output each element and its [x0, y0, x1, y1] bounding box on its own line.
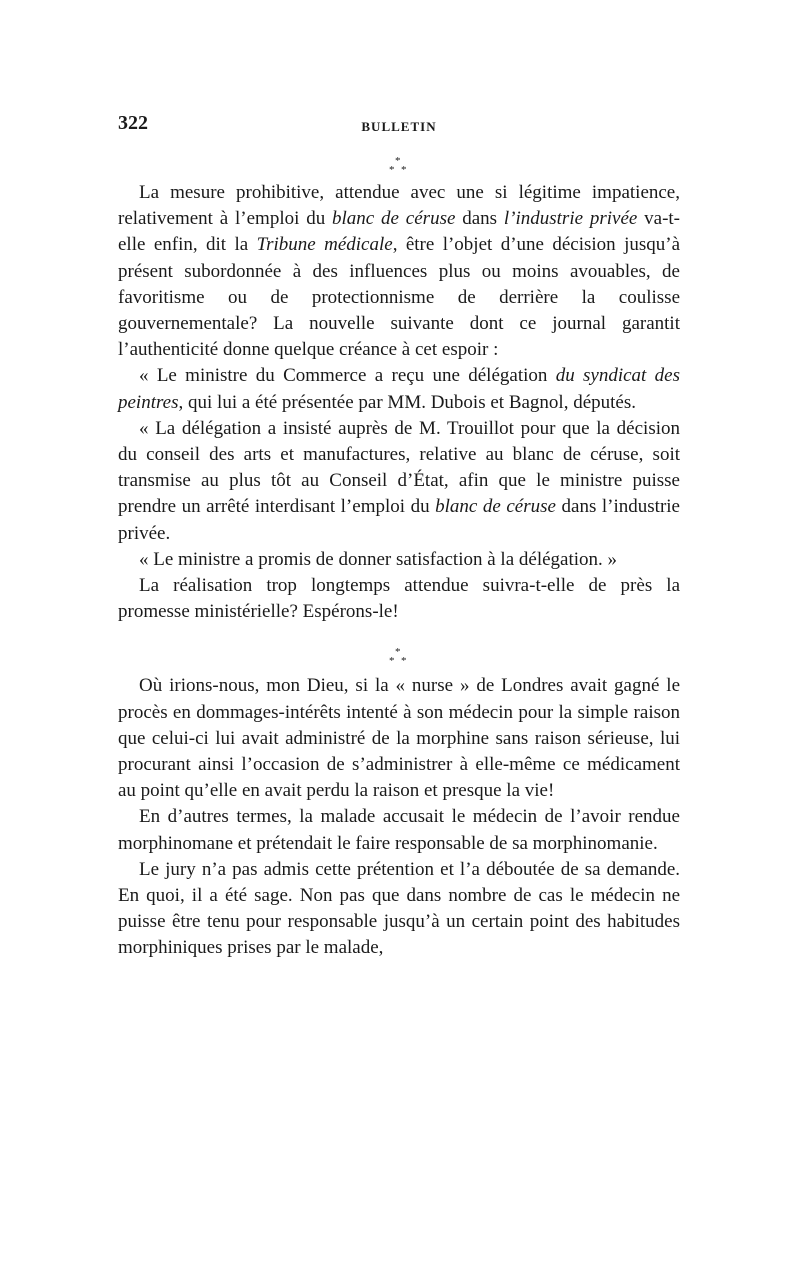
asterism-star: * — [401, 655, 407, 668]
asterism-star: * — [389, 655, 395, 668]
asterism-ornament — [381, 645, 421, 669]
asterism-star: * — [401, 164, 407, 176]
italic-term: du syndicat des peintres — [118, 365, 680, 413]
asterism-star: * — [395, 646, 401, 659]
page-number: 322 — [118, 112, 148, 134]
book-page — [118, 110, 680, 962]
paragraph: La réalisation trop longtemps attendue suivra-t-elle de près la promesse ministérielle? Espérons-le! — [118, 575, 680, 623]
quoted-paragraph: « Le ministre du Commerce a reçu une délégation du syndicat des peintres, qui lui a été présentée par MM. Dubois et Bagnol, députés. — [118, 365, 680, 413]
running-head: BULLETIN — [361, 119, 437, 134]
italic-term: blanc de céruse — [332, 208, 456, 230]
paragraph: La mesure prohibitive, attendue avec une si légitime impatience, relativement à l’emploi du blanc de céruse dans l’industrie privée va-t-elle enfin, dit la Tribune médicale, être l’objet d’une décision jusqu’à présent subordonnée à des influences plus ou moins avouables, de favoritisme ou de protectionnisme de derrière la coulisse gouvernementale? La nouvelle suivante dont ce journal garantit l’authenticité donne quelque créance à cet espoir : — [118, 182, 681, 361]
quoted-paragraph: « Le ministre a promis de donner satisfaction à la délégation. » — [139, 548, 618, 570]
asterism-star: * — [389, 164, 395, 176]
italic-term: blanc de céruse — [435, 496, 556, 518]
paragraph: En d’autres termes, la malade accusait le médecin de l’avoir rendue morphinomane et prétendait le faire responsable de sa morphinomanie. — [118, 806, 680, 854]
italic-term: l’industrie privée — [503, 208, 638, 230]
page-header — [118, 110, 680, 140]
paragraph: Le jury n’a pas admis cette prétention et l’a déboutée de sa demande. En quoi, il a été sage. Non pas que dans nombre de cas le médecin ne puisse être tenu pour responsable jusqu’à un certain point des habitudes morphiniques prises par le malade, — [118, 858, 680, 959]
quoted-paragraph: « La délégation a insisté auprès de M. Trouillot pour que la décision du conseil des arts et manufactures, relative au blanc de céruse, soit transmise au plus tôt au Conseil d’État, afin que le ministre puisse prendre un arrêté interdisant l’emploi du blanc de céruse dans l’industrie privée. — [118, 417, 680, 544]
paragraph: Où irions-nous, mon Dieu, si la « nurse » de Londres avait gagné le procès en dommages-intérêts intenté à son médecin pour la simple raison que celui-ci lui avait administré de la morphine sans raison sérieuse, lui procurant ainsi l’occasion de s’administrer à elle-même ce médicament au point qu’elle en avait perdu la raison et presque la vie! — [118, 675, 680, 802]
italic-term: Tribune médicale — [256, 234, 393, 256]
asterism-ornament — [381, 154, 421, 178]
asterism-star: * — [395, 155, 401, 167]
